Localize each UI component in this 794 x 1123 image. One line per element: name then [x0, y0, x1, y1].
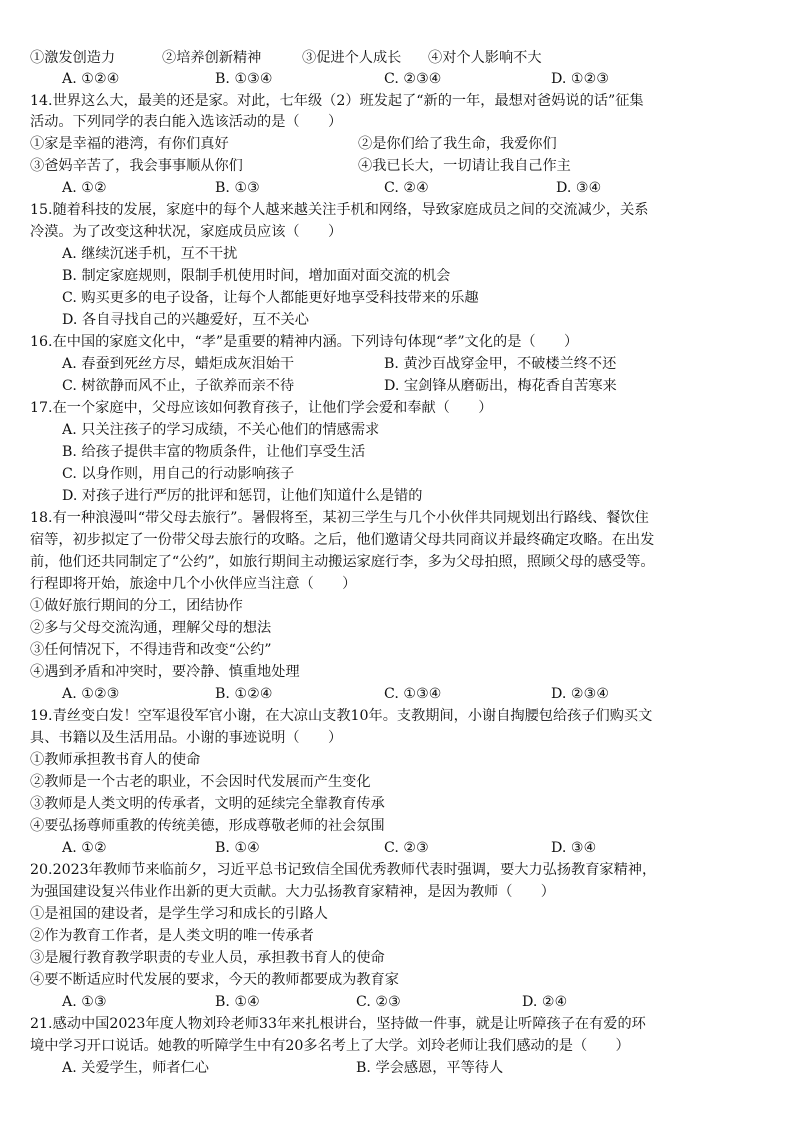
q13-option-c: C. ②③④	[384, 71, 442, 87]
q16-stem-line-1: 16.在中国的家庭文化中，“孝”是重要的精神内涵。下列诗句体现“孝”文化的是（ ）	[30, 334, 579, 350]
q14-statement-2: ②是你们给了我生命，我爱你们	[358, 136, 557, 152]
q16-option-d: D. 宝剑锋从磨砺出，梅花香自苦寒来	[384, 378, 617, 394]
q15-option-a: A. 继续沉迷手机，互不干扰	[62, 246, 238, 262]
q14-stem-line-2: 活动。下列同学的表白能入选该活动的是（ ）	[30, 114, 343, 130]
q20-stem-line-2: 为强国建设复兴伟业作出新的更大贡献。大力弘扬教育家精神，是因为教师（ ）	[30, 884, 555, 900]
q15-stem-line-1: 15.随着科技的发展，家庭中的每个人越来越关注手机和网络，导致家庭成员之间的交流减少，关系	[30, 202, 649, 218]
q17-stem-line-1: 17.在一个家庭中，父母应该如何教育孩子，让他们学会爱和奉献（ ）	[30, 400, 493, 416]
q19-option-c: C. ②③	[384, 840, 429, 856]
q21-stem-line-1: 21.感动中国2023年度人物刘玲老师33年来扎根讲台，坚持做一件事，就是让听障孩子在有爱的环	[30, 1016, 646, 1032]
q19-statement-4: ④要弘扬尊师重教的传统美德，形成尊敬老师的社会氛围	[30, 818, 385, 834]
q13-statement-1: ①激发创造力	[30, 50, 116, 66]
q19-statement-1: ①教师承担教书育人的使命	[30, 752, 201, 768]
q18-option-a: A. ①②③	[62, 686, 120, 702]
q19-option-a: A. ①②	[62, 840, 107, 856]
q19-stem-line-2: 具、书籍以及生活用品。小谢的事迹说明（ ）	[30, 730, 343, 746]
q14-option-d: D. ③④	[556, 180, 602, 196]
q18-statement-2: ②多与父母交流沟通，理解父母的想法	[30, 620, 272, 636]
q19-statement-2: ②教师是一个古老的职业，不会因时代发展而产生变化	[30, 774, 371, 790]
q13-statement-2: ②培养创新精神	[162, 50, 262, 66]
q18-stem-line-1: 18.有一种浪漫叫“带父母去旅行”。暑假将至，某初三学生与几个小伙伴共同规划出行路线、餐饮住	[30, 510, 649, 526]
q16-option-a: A. 春蚕到死丝方尽，蜡炬成灰泪始干	[62, 356, 295, 372]
q20-stem-line-1: 20.2023年教师节来临前夕，习近平总书记致信全国优秀教师代表时强调，要大力弘扬教育家精神，	[30, 862, 657, 878]
q18-option-d: D. ②③④	[551, 686, 610, 702]
q18-option-b: B. ①②④	[215, 686, 273, 702]
q21-stem-line-2: 境中学习开口说话。她教的听障学生中有20多名考上了大学。刘玲老师让我们感动的是（ ）	[30, 1038, 630, 1054]
q14-statement-4: ④我已长大，一切请让我自己作主	[358, 158, 571, 174]
q14-statement-3: ③爸妈辛苦了，我会事事顺从你们	[30, 158, 243, 174]
q18-stem-line-4: 行程即将开始，旅途中几个小伙伴应当注意（ ）	[30, 576, 357, 592]
q17-option-c: C. 以身作则，用自己的行动影响孩子	[62, 466, 295, 482]
q15-option-c: C. 购买更多的电子设备，让每个人都能更好地享受科技带来的乐趣	[62, 290, 479, 306]
q19-stem-line-1: 19.青丝变白发！空军退役军官小谢，在大凉山支教10年。支教期间，小谢自掏腰包给孩子们购买文	[30, 708, 653, 724]
q13-option-d: D. ①②③	[551, 71, 610, 87]
q13-statement-4: ④对个人影响不大	[428, 50, 542, 66]
q20-statement-4: ④要不断适应时代发展的要求，今天的教师都要成为教育家	[30, 972, 399, 988]
q20-statement-3: ③是履行教育教学职责的专业人员，承担教书育人的使命	[30, 950, 385, 966]
q15-option-b: B. 制定家庭规则，限制手机使用时间，增加面对面交流的机会	[62, 268, 451, 284]
q15-stem-line-2: 冷漠。为了改变这种状况，家庭成员应该（ ）	[30, 224, 343, 240]
q20-option-a: A. ①③	[62, 994, 107, 1010]
q14-statement-1: ①家是幸福的港湾，有你们真好	[30, 136, 229, 152]
q17-option-a: A. 只关注孩子的学习成绩，不关心他们的情感需求	[62, 422, 380, 438]
q19-option-d: D. ③④	[551, 840, 597, 856]
q14-option-b: B. ①③	[215, 180, 260, 196]
q17-option-b: B. 给孩子提供丰富的物质条件，让他们享受生活	[62, 444, 366, 460]
q20-statement-1: ①是祖国的建设者，是学生学习和成长的引路人	[30, 906, 328, 922]
q15-option-d: D. 各自寻找自己的兴趣爱好，互不关心	[62, 312, 309, 328]
q14-option-a: A. ①②	[62, 180, 107, 196]
q18-option-c: C. ①③④	[384, 686, 442, 702]
q16-option-c: C. 树欲静而风不止，子欲养而亲不待	[62, 378, 295, 394]
q18-statement-4: ④遇到矛盾和冲突时，要冷静、慎重地处理	[30, 664, 300, 680]
q19-option-b: B. ①④	[215, 840, 260, 856]
q20-option-b: B. ①④	[215, 994, 260, 1010]
q13-option-a: A. ①②④	[62, 71, 120, 87]
q16-option-b: B. 黄沙百战穿金甲，不破楼兰终不还	[384, 356, 617, 372]
q18-stem-line-2: 宿等，初步拟定了一份带父母去旅行的攻略。之后，他们邀请父母共同商议并最终确定攻略。在出发	[30, 532, 655, 548]
q13-option-b: B. ①③④	[215, 71, 273, 87]
q14-option-c: C. ②④	[384, 180, 429, 196]
q17-option-d: D. 对孩子进行严厉的批评和惩罚，让他们知道什么是错的	[62, 488, 423, 504]
q21-option-b: B. 学会感恩，平等待人	[356, 1060, 504, 1076]
q18-stem-line-3: 前，他们还共同制定了“公约”，如旅行期间主动搬运家庭行李，多为父母拍照，照顾父母的感受等。	[30, 554, 655, 570]
q20-statement-2: ②作为教育工作者，是人类文明的唯一传承者	[30, 928, 314, 944]
q20-option-d: D. ②④	[522, 994, 568, 1010]
q20-option-c: C. ②③	[356, 994, 401, 1010]
q14-stem-line-1: 14.世界这么大，最美的还是家。对此，七年级（2）班发起了“新的一年，最想对爸妈说的话”征集	[30, 93, 644, 109]
q13-statement-3: ③促进个人成长	[302, 50, 402, 66]
q19-statement-3: ③教师是人类文明的传承者，文明的延续完全靠教育传承	[30, 796, 385, 812]
q21-option-a: A. 关爱学生，师者仁心	[62, 1060, 209, 1076]
q18-statement-1: ①做好旅行期间的分工，团结协作	[30, 598, 243, 614]
q18-statement-3: ③任何情况下，不得违背和改变“公约”	[30, 642, 272, 658]
